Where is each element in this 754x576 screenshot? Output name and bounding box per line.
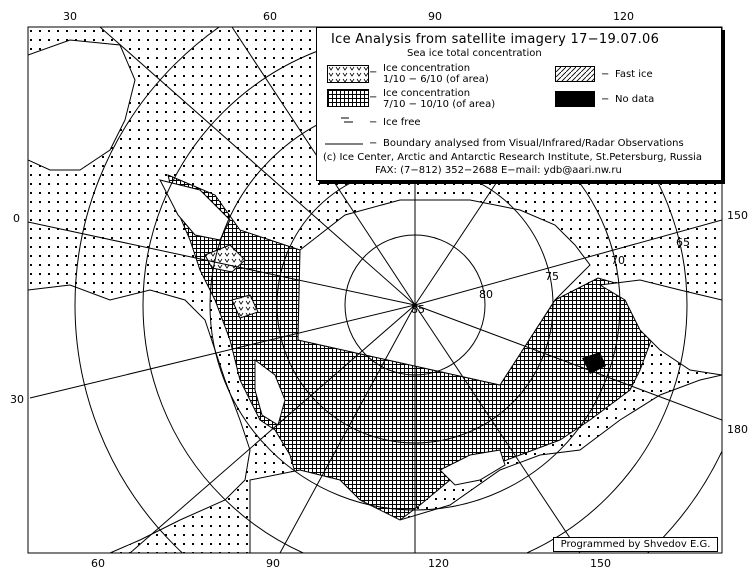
- no-data-label: No data: [615, 94, 655, 105]
- contact-label: FAX: (7−812) 352−2688 E−mail: ydb@aari.nw.ru: [375, 165, 622, 176]
- boundary-label: Boundary analysed from Visual/Infrared/Radar Observations: [383, 138, 684, 149]
- no-data-swatch: [555, 91, 595, 107]
- lon-label-top-90: 90: [428, 10, 442, 23]
- legend-subtitle: Sea ice total concentration: [407, 48, 542, 59]
- legend-dash-1: −: [369, 67, 378, 78]
- high-concentration-label-2: 7/10 − 10/10 (of area): [383, 99, 496, 110]
- institute-label: (c) Ice Center, Arctic and Antarctic Research Institute, St.Petersburg, Russia: [323, 152, 702, 163]
- lon-label-top-30: 30: [63, 10, 77, 23]
- legend-dash-6: −: [369, 138, 378, 149]
- lon-label-top-60: 60: [263, 10, 277, 23]
- high-concentration-label-1: Ice concentration: [383, 88, 471, 99]
- ice-free-symbol: [339, 114, 355, 126]
- legend-dash-5: −: [369, 117, 378, 128]
- lon-label-right-150: 150: [727, 209, 748, 222]
- lon-label-bottom-90: 90: [266, 557, 280, 570]
- lon-label-bottom-120: 120: [428, 557, 449, 570]
- lat-label-85: 85: [411, 303, 425, 316]
- lon-label-right-180: 180: [727, 423, 748, 436]
- lon-label-top-120: 120: [613, 10, 634, 23]
- legend-box: [316, 27, 722, 181]
- high-concentration-swatch: [327, 89, 369, 107]
- legend-dash-2: −: [369, 92, 378, 103]
- credit-box: Programmed by Shvedov E.G.: [553, 537, 718, 552]
- lat-label-65: 65: [676, 236, 690, 249]
- lat-label-80: 80: [479, 288, 493, 301]
- lon-label-bottom-60: 60: [91, 557, 105, 570]
- legend-dash-3: −: [601, 69, 610, 80]
- lat-label-70: 70: [611, 254, 625, 267]
- fast-ice-swatch: [555, 66, 595, 82]
- legend-dash-4: −: [601, 94, 610, 105]
- lon-label-bottom-150: 150: [590, 557, 611, 570]
- lat-label-75: 75: [545, 270, 559, 283]
- lon-label-left-30: 30: [10, 393, 24, 406]
- lon-label-left-0: 0: [13, 212, 20, 225]
- boundary-line-symbol: [325, 140, 365, 148]
- fast-ice-label: Fast ice: [615, 69, 653, 80]
- ice-free-label: Ice free: [383, 117, 421, 128]
- low-concentration-label-2: 1/10 − 6/10 (of area): [383, 74, 489, 85]
- low-concentration-swatch: [327, 65, 369, 83]
- low-concentration-label-1: Ice concentration: [383, 63, 471, 74]
- legend-title: Ice Analysis from satellite imagery 17−19.07.06: [331, 32, 660, 47]
